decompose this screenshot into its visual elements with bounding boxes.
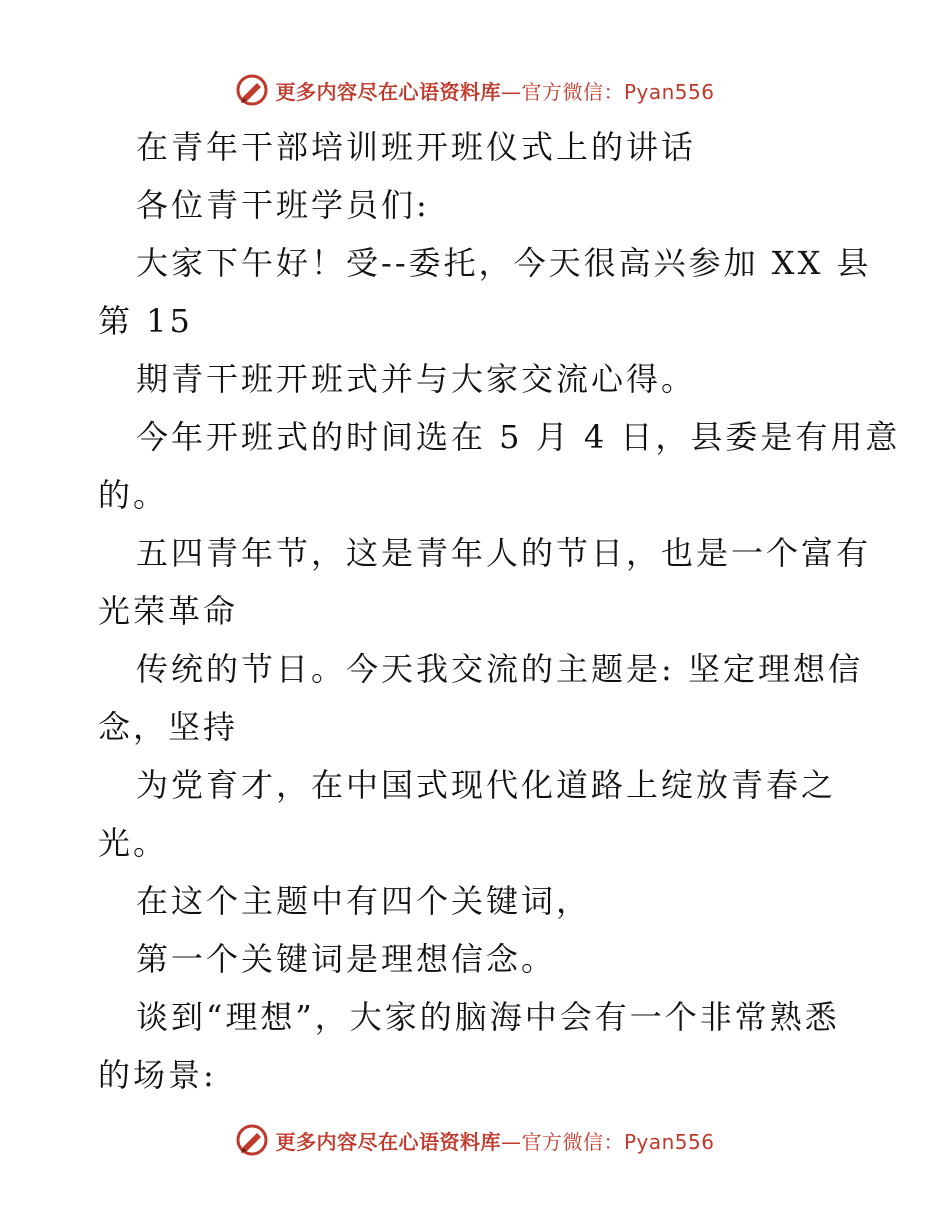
header-banner-text (275, 76, 714, 105)
body-line: 为党育才，在中国式现代化道路上绽放青春之 (136, 766, 837, 804)
footer-banner-text (275, 1126, 714, 1155)
body-line: 光荣革命 (98, 592, 239, 630)
body-line: 光。 (98, 824, 169, 862)
body-line: 谈到“理想”，大家的脑海中会有一个非常熟悉 (136, 998, 840, 1036)
pen-logo-icon (235, 1123, 269, 1157)
header-banner-title: 更多内容尽在心语资料库 (275, 79, 501, 104)
body-line: 各位青干班学员们: (136, 186, 430, 224)
body-line: 第一个关键词是理想信念。 (136, 940, 557, 978)
body-line: 期青干班开班式并与大家交流心得。 (136, 360, 697, 398)
body-line: 传统的节日。今天我交流的主题是: 坚定理想信 (136, 650, 863, 688)
header-banner (0, 70, 950, 110)
document-body (98, 118, 901, 1104)
header-banner-wechat: —官方微信：Pyan556 (500, 79, 715, 104)
body-line: 的场景: (98, 1056, 217, 1094)
body-line: 第 15 (98, 302, 193, 340)
body-line: 五四青年节，这是青年人的节日，也是一个富有 (136, 534, 872, 572)
pen-logo-icon (235, 73, 269, 107)
footer-banner (0, 1120, 950, 1160)
body-line: 在这个主题中有四个关键词， (136, 882, 592, 920)
body-line: 今年开班式的时间选在 5 月 4 日，县委是有用意 (136, 418, 901, 456)
body-line: 念，坚持 (98, 708, 239, 746)
body-line: 在青年干部培训班开班仪式上的讲话 (136, 128, 697, 166)
body-line: 的。 (98, 476, 169, 514)
footer-banner-wechat: —官方微信：Pyan556 (500, 1129, 715, 1154)
footer-banner-title: 更多内容尽在心语资料库 (275, 1129, 501, 1154)
body-line: 大家下午好！受--委托，今天很高兴参加 XX 县 (136, 244, 872, 282)
